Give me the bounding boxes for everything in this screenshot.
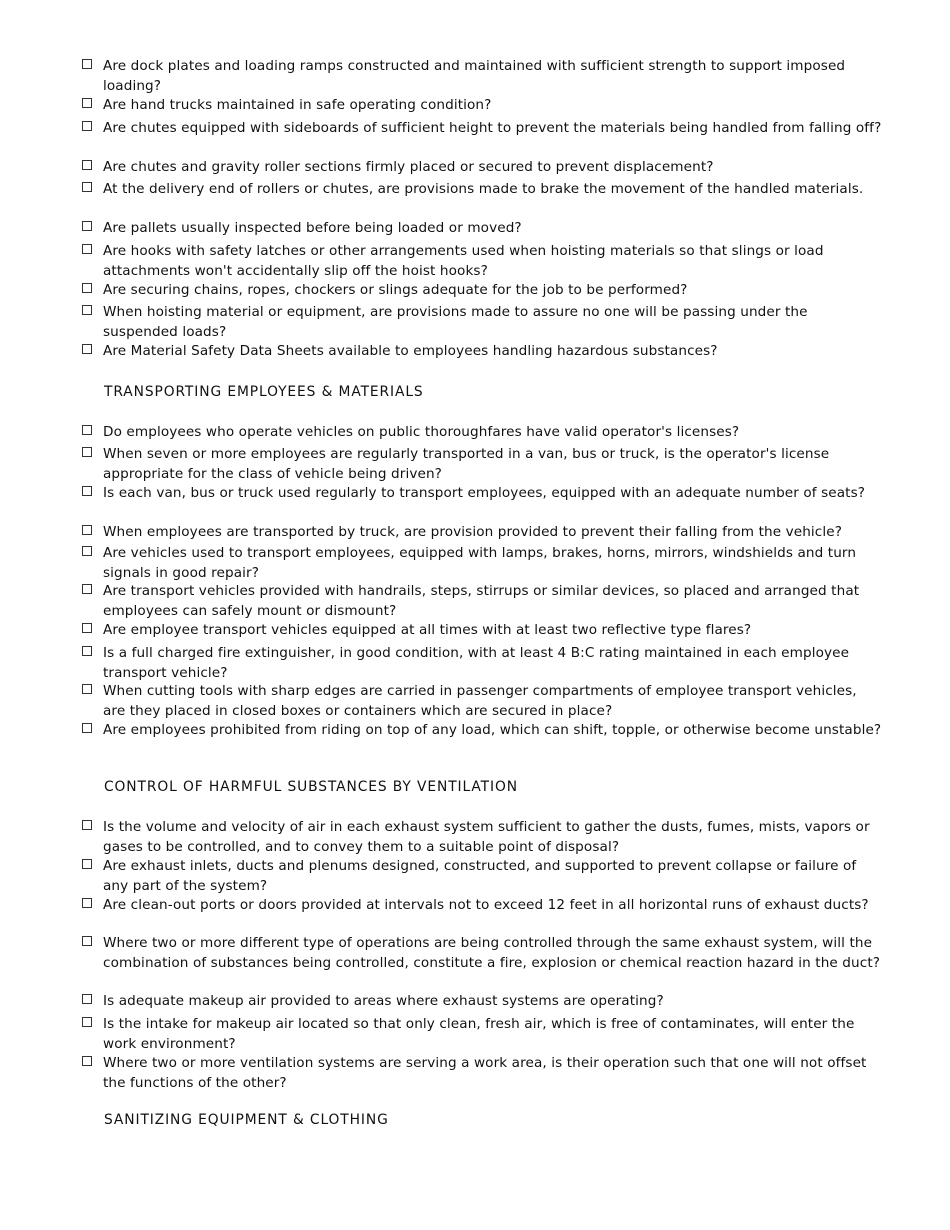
question-text: Where two or more different type of operations are being controlled through the same exhaust system, will the combination of substances being controlled, constitute a fire, explosion or chemical reaction hazard in the duct?: [103, 935, 881, 971]
checkbox[interactable]: [82, 584, 92, 594]
question-text: Is the volume and velocity of air in each exhaust system sufficient to gather the dusts, fumes, mists, vapors or gases to be controlled, and to convey them to a suitable point of disposal?: [103, 819, 870, 855]
section-heading: SANITIZING EQUIPMENT & CLOTHING: [104, 1112, 389, 1128]
question-text: Are hooks with safety latches or other arrangements used when hoisting materials so that slings or load attachments won't accidentally slip off the hoist hooks?: [103, 243, 824, 279]
checklist-item: [82, 57, 882, 96]
checklist-item: [82, 644, 882, 683]
question-text: Is each van, bus or truck used regularly to transport employees, equipped with an adequate number of seats?: [103, 485, 866, 501]
checkbox[interactable]: [82, 486, 92, 496]
checkbox[interactable]: [82, 994, 92, 1004]
question-text: Are chutes equipped with sideboards of sufficient height to prevent the materials being handled from falling off?: [103, 120, 882, 136]
question-text: Are clean-out ports or doors provided at intervals not to exceed 12 feet in all horizontal runs of exhaust ducts?: [103, 897, 869, 913]
checklist-item: [82, 992, 882, 1012]
checkbox[interactable]: [82, 936, 92, 946]
checklist-item: [82, 158, 882, 178]
question-text: When hoisting material or equipment, are provisions made to assure no one will be passing under the suspended loads?: [103, 304, 808, 340]
question-text: Are dock plates and loading ramps constructed and maintained with sufficient strength to support imposed loading?: [103, 58, 846, 94]
question-text: When cutting tools with sharp edges are carried in passenger compartments of employee transport vehicles, are they placed in closed boxes or containers which are secured in place?: [103, 683, 857, 719]
checklist-item: [82, 523, 882, 543]
checklist-item: [82, 180, 882, 200]
question-text: When employees are transported by truck, are provision provided to prevent their falling from the vehicle?: [103, 524, 843, 540]
checklist-item: [82, 582, 882, 621]
checkbox[interactable]: [82, 98, 92, 108]
checklist-item: [82, 242, 882, 281]
question-text: Is adequate makeup air provided to areas where exhaust systems are operating?: [103, 993, 664, 1009]
checkbox[interactable]: [82, 283, 92, 293]
checklist-item: [82, 1054, 882, 1093]
question-text: Do employees who operate vehicles on public thoroughfares have valid operator's licenses?: [103, 424, 740, 440]
checkbox[interactable]: [82, 305, 92, 315]
checklist-item: [82, 544, 882, 583]
checklist-item: [82, 934, 882, 973]
checklist-item: [82, 423, 882, 443]
question-text: Are securing chains, ropes, chockers or slings adequate for the job to be performed?: [103, 282, 688, 298]
question-text: Are employees prohibited from riding on top of any load, which can shift, topple, or otherwise become unstable?: [103, 722, 882, 738]
question-text: Are transport vehicles provided with handrails, steps, stirrups or similar devices, so placed and arranged that employees can safely mount or dismount?: [103, 583, 860, 619]
question-text: When seven or more employees are regularly transported in a van, bus or truck, is the operator's license appropriate for the class of vehicle being driven?: [103, 446, 830, 482]
checkbox[interactable]: [82, 684, 92, 694]
checkbox[interactable]: [82, 820, 92, 830]
checklist-item: [82, 96, 882, 116]
checklist-item: [82, 682, 882, 721]
checkbox[interactable]: [82, 182, 92, 192]
checkbox[interactable]: [82, 859, 92, 869]
question-text: Are vehicles used to transport employees, equipped with lamps, brakes, horns, mirrors, windshields and turn signals in good repair?: [103, 545, 857, 581]
checklist-item: [82, 621, 882, 641]
checkbox[interactable]: [82, 646, 92, 656]
checklist-item: [82, 281, 882, 301]
checklist-item: [82, 484, 882, 504]
checklist-item: [82, 445, 882, 484]
checklist-item: [82, 857, 882, 896]
checkbox[interactable]: [82, 221, 92, 231]
checkbox[interactable]: [82, 1017, 92, 1027]
checkbox[interactable]: [82, 525, 92, 535]
section-heading: TRANSPORTING EMPLOYEES & MATERIALS: [104, 384, 424, 400]
checklist-item: [82, 721, 882, 741]
checklist-item: [82, 219, 882, 239]
question-text: Is the intake for makeup air located so that only clean, fresh air, which is free of contaminates, will enter the work environment?: [103, 1016, 855, 1052]
question-text: At the delivery end of rollers or chutes, are provisions made to brake the movement of the handled materials.: [103, 181, 864, 197]
section-heading: CONTROL OF HARMFUL SUBSTANCES BY VENTILATION: [104, 779, 518, 795]
question-text: Where two or more ventilation systems are serving a work area, is their operation such that one will not offset the functions of the other?: [103, 1055, 867, 1091]
question-text: Are employee transport vehicles equipped at all times with at least two reflective type flares?: [103, 622, 752, 638]
question-text: Are hand trucks maintained in safe operating condition?: [103, 97, 492, 113]
question-text: Is a full charged fire extinguisher, in good condition, with at least 4 B:C rating maintained in each employee transport vehicle?: [103, 645, 850, 681]
checkbox[interactable]: [82, 244, 92, 254]
checklist-item: [82, 1015, 882, 1054]
checkbox[interactable]: [82, 59, 92, 69]
checklist-item: [82, 342, 882, 362]
checkbox[interactable]: [82, 898, 92, 908]
checkbox[interactable]: [82, 723, 92, 733]
checkbox[interactable]: [82, 160, 92, 170]
checkbox[interactable]: [82, 447, 92, 457]
checklist-item: [82, 818, 882, 857]
checklist-item: [82, 119, 882, 139]
question-text: Are chutes and gravity roller sections firmly placed or secured to prevent displacement?: [103, 159, 714, 175]
question-text: Are pallets usually inspected before being loaded or moved?: [103, 220, 522, 236]
checklist-item: [82, 896, 882, 916]
checkbox[interactable]: [82, 425, 92, 435]
checkbox[interactable]: [82, 546, 92, 556]
question-text: Are Material Safety Data Sheets available to employees handling hazardous substances?: [103, 343, 718, 359]
question-text: Are exhaust inlets, ducts and plenums designed, constructed, and supported to prevent collapse or failure of any part of the system?: [103, 858, 857, 894]
checkbox[interactable]: [82, 121, 92, 131]
checklist-item: [82, 303, 882, 342]
checkbox[interactable]: [82, 1056, 92, 1066]
checkbox[interactable]: [82, 344, 92, 354]
checkbox[interactable]: [82, 623, 92, 633]
